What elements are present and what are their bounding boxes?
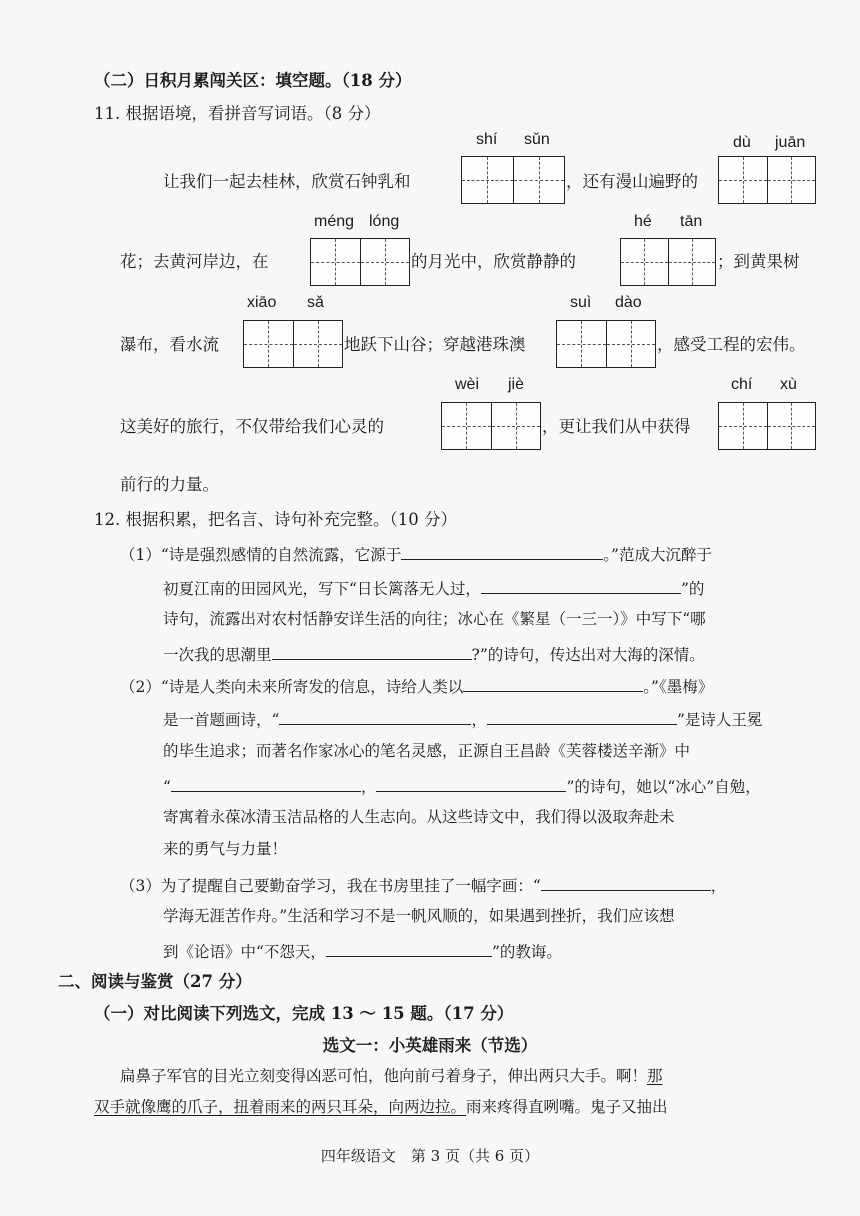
answer-blank[interactable] — [481, 575, 681, 594]
pinyin-xiao: xiāo — [247, 294, 277, 311]
q11-text: ，感受工程的宏伟。 — [657, 335, 806, 354]
pinyin-xu: xù — [780, 376, 797, 393]
writing-grid-hetan[interactable] — [620, 238, 716, 286]
subsection-heading: （一）对比阅读下列选文，完成 13 ～ 15 题。（17 分） — [94, 1004, 514, 1023]
q12-text: 到《论语》中“不怨天， ”的教诲。 — [163, 938, 562, 963]
answer-blank[interactable] — [279, 706, 471, 725]
q12-text: 是一首题画诗，“ ， ”是诗人王冕 — [163, 706, 762, 731]
q12-text: “ ， ”的诗句，她以“冰心”自勉， — [163, 773, 761, 798]
q11-text: ，更让我们从中获得 — [542, 417, 691, 436]
pinyin-he: hé — [634, 213, 652, 230]
q12-title: 12. 根据积累，把名言、诗句补充完整。（10 分） — [94, 510, 457, 529]
writing-grid-dujuan[interactable] — [718, 156, 816, 204]
pinyin-shi: shí — [476, 131, 498, 148]
section-heading: （二）日积月累闯关区：填空题。（18 分） — [94, 71, 412, 90]
answer-blank[interactable] — [326, 938, 492, 957]
pinyin-sui: suì — [570, 294, 592, 311]
writing-grid-weijie[interactable] — [441, 402, 541, 450]
q11-text: 让我们一起去桂林，欣赏石钟乳和 — [163, 172, 411, 191]
q12-text: （1）“诗是强烈感情的自然流露，它源于 。”范成大沉醉于 — [120, 541, 712, 566]
answer-blank[interactable] — [541, 872, 711, 891]
pinyin-long: lóng — [369, 213, 400, 230]
answer-blank[interactable] — [376, 773, 566, 792]
answer-blank[interactable] — [487, 706, 677, 725]
answer-blank[interactable] — [401, 541, 603, 560]
pinyin-du: dù — [733, 134, 751, 151]
passage-text: 扁鼻子军官的目光立刻变得凶恶可怕，他向前弓着身子，伸出两只大手。啊！那 — [120, 1067, 663, 1085]
q11-text: 前行的力量。 — [120, 475, 219, 494]
q11-text: ，还有漫山遍野的 — [566, 172, 698, 191]
q12-text: （2）“诗是人类向未来所寄发的信息，诗给人类以 。”《墨梅》 — [120, 673, 713, 698]
writing-grid-shisun[interactable] — [461, 156, 565, 204]
answer-blank[interactable] — [463, 673, 643, 692]
pinyin-jie: jiè — [508, 376, 525, 393]
q11-text: ；到黄果树 — [717, 252, 800, 271]
q12-text: 学海无涯苦作舟。”生活和学习不是一帆风顺的，如果遇到挫折，我们应该想 — [163, 907, 675, 925]
writing-grid-suidao[interactable] — [556, 320, 656, 368]
passage-title: 选文一：小英雄雨来（节选） — [322, 1037, 538, 1055]
page-footer: 四年级语文 第 3 页（共 6 页） — [320, 1147, 540, 1165]
writing-grid-menglong[interactable] — [310, 238, 410, 286]
pinyin-juan: juān — [775, 134, 806, 151]
writing-grid-chixu[interactable] — [718, 402, 816, 450]
pinyin-sa: sǎ — [307, 294, 324, 311]
q12-text: 一次我的思潮里 ?”的诗句，传达出对大海的深情。 — [163, 641, 705, 666]
q12-text: 来的勇气与力量！ — [163, 840, 288, 858]
q11-text: 花；去黄河岸边，在 — [120, 252, 269, 271]
part-heading: 二、阅读与鉴赏（27 分） — [58, 972, 252, 991]
passage-text: 双手就像鹰的爪子，扭着雨来的两只耳朵，向两边拉。雨来疼得直咧嘴。鬼子又抽出 — [94, 1098, 668, 1116]
q12-text: 初夏江南的田园风光，写下“日长篱落无人过， ”的 — [163, 575, 704, 600]
q12-text: 寄寓着永葆冰清玉洁品格的人生志向。从这些诗文中，我们得以汲取奔赴未 — [163, 808, 675, 826]
q11-text: 地跃下山谷；穿越港珠澳 — [344, 335, 526, 354]
q11-text: 这美好的旅行，不仅带给我们心灵的 — [120, 417, 384, 436]
pinyin-wei: wèi — [455, 376, 480, 393]
pinyin-sun: sǔn — [524, 131, 550, 148]
pinyin-dao: dào — [615, 294, 642, 311]
pinyin-chi: chí — [731, 376, 753, 393]
pinyin-tan: tān — [680, 213, 703, 230]
q12-text: （3）为了提醒自己要勤奋学习，我在书房里挂了一幅字画：“ ， — [120, 872, 726, 897]
underlined-text: 双手就像鹰的爪子，扭着雨来的两只耳朵，向两边拉。 — [94, 1098, 467, 1116]
answer-blank[interactable] — [171, 773, 361, 792]
q11-text: 的月光中，欣赏静静的 — [411, 252, 576, 271]
q12-text: 诗句，流露出对农村恬静安详生活的向往；冰心在《繁星（一三一）》中写下“哪 — [163, 610, 706, 628]
pinyin-meng: méng — [314, 213, 355, 230]
answer-blank[interactable] — [272, 641, 472, 660]
writing-grid-xiaosa[interactable] — [243, 320, 343, 368]
underlined-text: 那 — [647, 1067, 663, 1085]
q12-text: 的毕生追求；而著名作家冰心的笔名灵感，正源自王昌龄《芙蓉楼送辛渐》中 — [163, 742, 691, 760]
q11-title: 11. 根据语境，看拼音写词语。（8 分） — [94, 104, 381, 123]
q11-text: 瀑布，看水流 — [120, 335, 219, 354]
